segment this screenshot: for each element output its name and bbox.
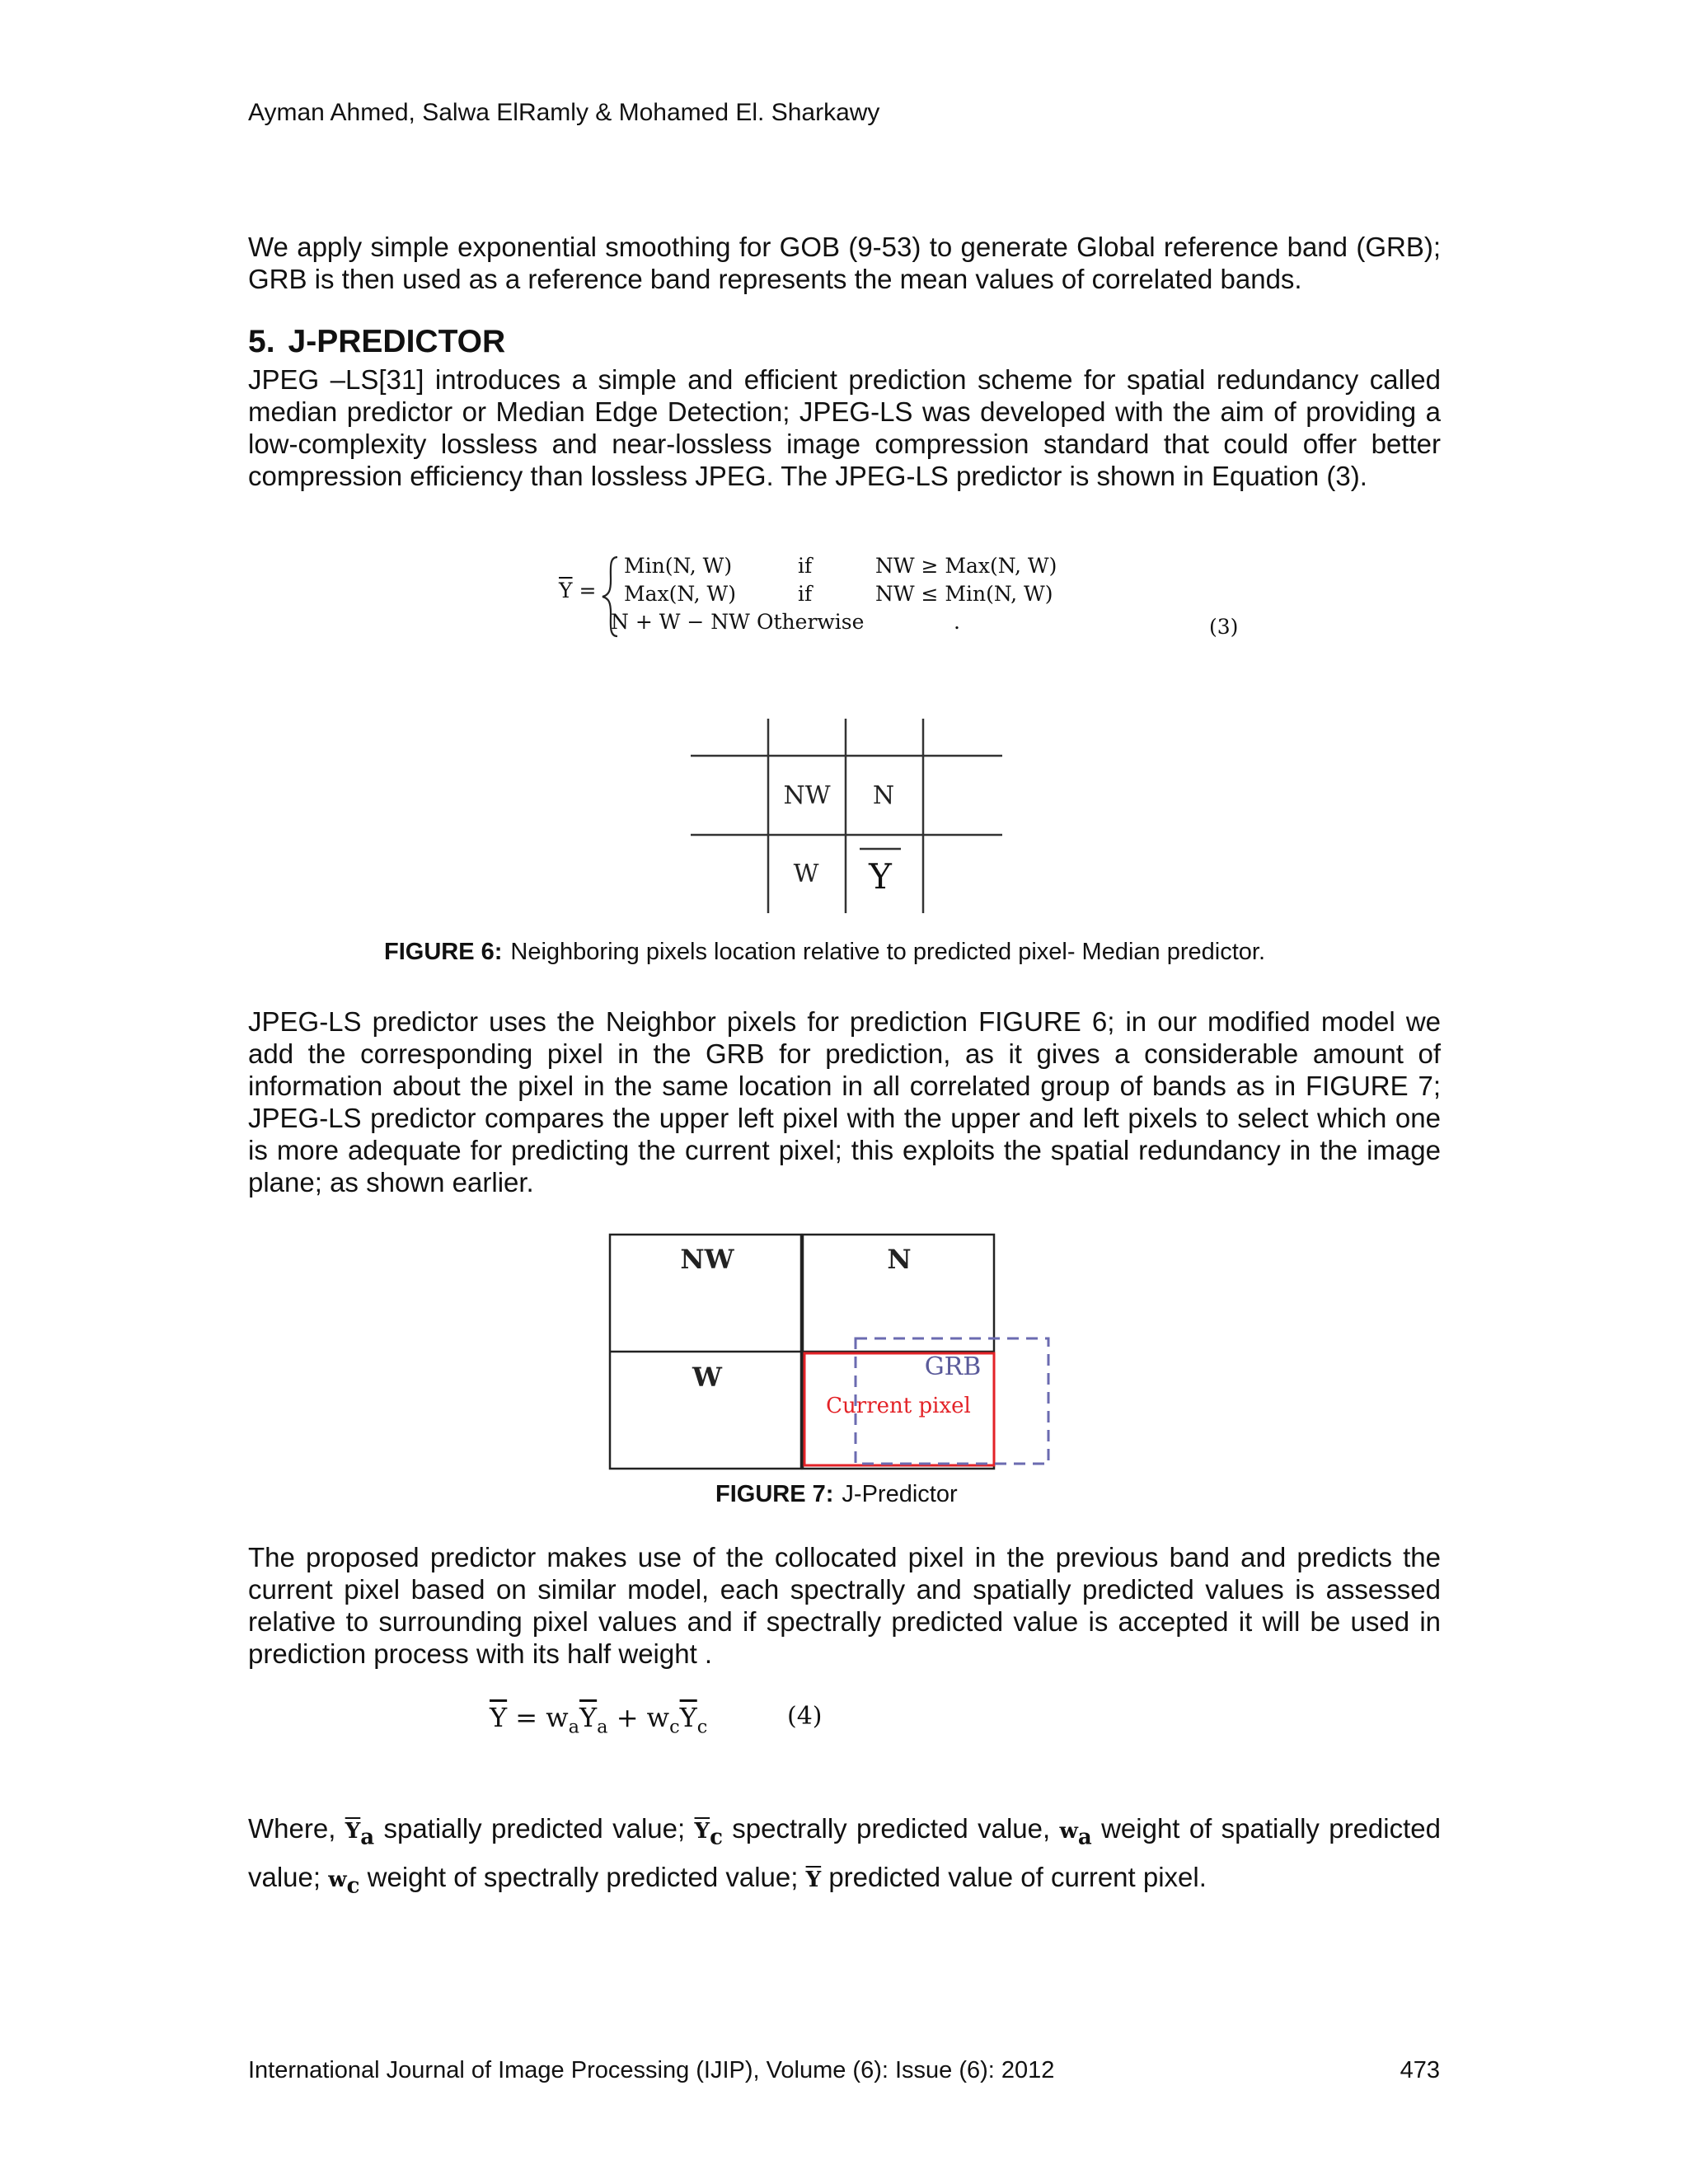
fig6-y-label: Y — [869, 856, 892, 897]
where-text-2: spatially predicted value; — [374, 1813, 695, 1844]
eq4-plus: + — [607, 1702, 647, 1733]
eq3-row-3-otherwise: Otherwise — [757, 610, 865, 634]
where-text-3: spectrally predicted value, — [722, 1813, 1060, 1844]
figure-7-diagram — [607, 1231, 1055, 1475]
eq4-y2: $\overline{Y}$ — [679, 1702, 697, 1733]
figure-6-grid — [689, 717, 1004, 915]
figure-6-caption-label: FIGURE 6: — [384, 939, 503, 965]
eq4-w1-sub: a — [568, 1716, 580, 1738]
section-heading — [248, 324, 518, 360]
eq3-row-3-expr: N + W − NW — [611, 610, 750, 634]
eq4-y2-sub: c — [696, 1716, 708, 1738]
figure-6-caption-text: Neighboring pixels location relative to predicted pixel- Median predictor. — [510, 939, 1266, 965]
eq3-y: $\overline{Y}$ — [559, 579, 573, 602]
where-sym-ya: $\overline{Y}$ — [345, 1819, 361, 1844]
intro-paragraph: We apply simple exponential smoothing for GOB (9-53) to generate Global reference band (GRB); GRB is then used as a reference band represents the mean values of correlated bands. — [248, 232, 1441, 294]
paragraph-2: JPEG-LS predictor uses the Neighbor pixels for prediction FIGURE 6; in our modified model we add the corresponding pixel in the GRB for prediction, as it gives a considerable amount of information about the pixel in the same location in all correlated group of bands as in FIGURE 7; JPEG-LS predictor compares the upper left pixel with the upper and left pixels to select which one is more adequate for predicting the current pixel; this exploits the spatial redundancy in the image plane; as shown earlier. — [248, 1006, 1441, 1197]
eq3-row-3-period: . — [954, 610, 960, 634]
figure-6-caption — [384, 939, 1265, 966]
paragraph-3: The proposed predictor makes use of the collocated pixel in the previous band and predicts the current pixel based on similar model, each spectrally and spatially predicted values is assessed relative to surrounding pixel values and if spectrally predicted value is accepted it will be used in prediction process with its half weight . — [248, 1542, 1441, 1669]
where-paragraph — [248, 1809, 1441, 1905]
where-sym-y: $\overline{Y}$ — [805, 1867, 822, 1892]
fig6-n-label: N — [872, 781, 895, 810]
eq4-w2-sub: c — [669, 1716, 680, 1738]
eq4-y1-sub: a — [597, 1716, 608, 1738]
where-sym-wc-sub: c — [346, 1873, 360, 1899]
where-sym-wc: w — [328, 1867, 347, 1892]
eq3-row-2-cond: NW ≤ Min(N, W) — [875, 582, 1053, 606]
where-sym-yc: $\overline{Y}$ — [694, 1819, 710, 1844]
fig7-current-pixel-label: Current pixel — [826, 1394, 971, 1418]
equation-4 — [490, 1701, 707, 1743]
eq4-number: (4) — [787, 1702, 823, 1731]
fig6-w-label: W — [793, 860, 819, 888]
eq4-w1: w — [546, 1702, 569, 1733]
eq4-w2: w — [646, 1702, 670, 1733]
fig6-nw-label: NW — [783, 781, 831, 810]
eq3-lhs-equals: = — [572, 579, 597, 602]
eq3-row-1-cond: NW ≥ Max(N, W) — [875, 554, 1057, 578]
fig7-grb-label: GRB — [924, 1352, 982, 1381]
where-text-1: Where, — [248, 1813, 345, 1844]
where-text-4: weight of spatially predicted value; — [248, 1813, 1441, 1892]
figure-7-caption-label: FIGURE 7: — [715, 1481, 834, 1507]
running-header: Ayman Ahmed, Salwa ElRamly & Mohamed El. Sharkawy — [248, 99, 880, 126]
section-paragraph: JPEG –LS[31] introduces a simple and efficient prediction scheme for spatial redundancy called median predictor or Median Edge Detection; JPEG-LS was developed with the aim of providing a low-complexity lossless and near-lossless image compression standard that could offer better compression efficiency than lossless JPEG. The JPEG-LS predictor is shown in Equation (3). — [248, 364, 1441, 491]
eq3-row-1-if: if — [798, 554, 813, 578]
eq3-row-2-if: if — [798, 582, 813, 606]
where-sym-yc-sub: c — [710, 1825, 723, 1850]
where-text-5: weight of spectrally predicted value; — [359, 1861, 806, 1892]
eq4-y1: $\overline{Y}$ — [579, 1702, 598, 1733]
eq4-y: $\overline{Y}$ — [490, 1702, 508, 1733]
figure-7-caption — [715, 1481, 958, 1508]
eq3-number: (3) — [1209, 615, 1239, 639]
section-title: J-PREDICTOR — [288, 324, 506, 359]
fig7-n-label: N — [887, 1244, 912, 1275]
fig7-w-label: W — [692, 1361, 722, 1393]
where-text-6: predicted value of current pixel. — [821, 1861, 1207, 1892]
where-sym-ya-sub: a — [360, 1825, 375, 1850]
journal-footer: International Journal of Image Processing (IJIP), Volume (6): Issue (6): 2012 — [248, 2057, 1055, 2083]
section-number: 5. — [248, 324, 275, 359]
page-number: 473 — [1400, 2057, 1440, 2083]
eq4-equals: = — [507, 1702, 546, 1733]
eq3-row-1-expr: Min(N, W) — [624, 554, 733, 578]
where-sym-wa-sub: a — [1077, 1825, 1092, 1850]
fig7-nw-label: NW — [680, 1244, 734, 1275]
eq3-row-2-expr: Max(N, W) — [624, 582, 736, 606]
where-sym-wa: w — [1059, 1819, 1078, 1844]
figure-7-caption-text: J-Predictor — [842, 1481, 958, 1507]
